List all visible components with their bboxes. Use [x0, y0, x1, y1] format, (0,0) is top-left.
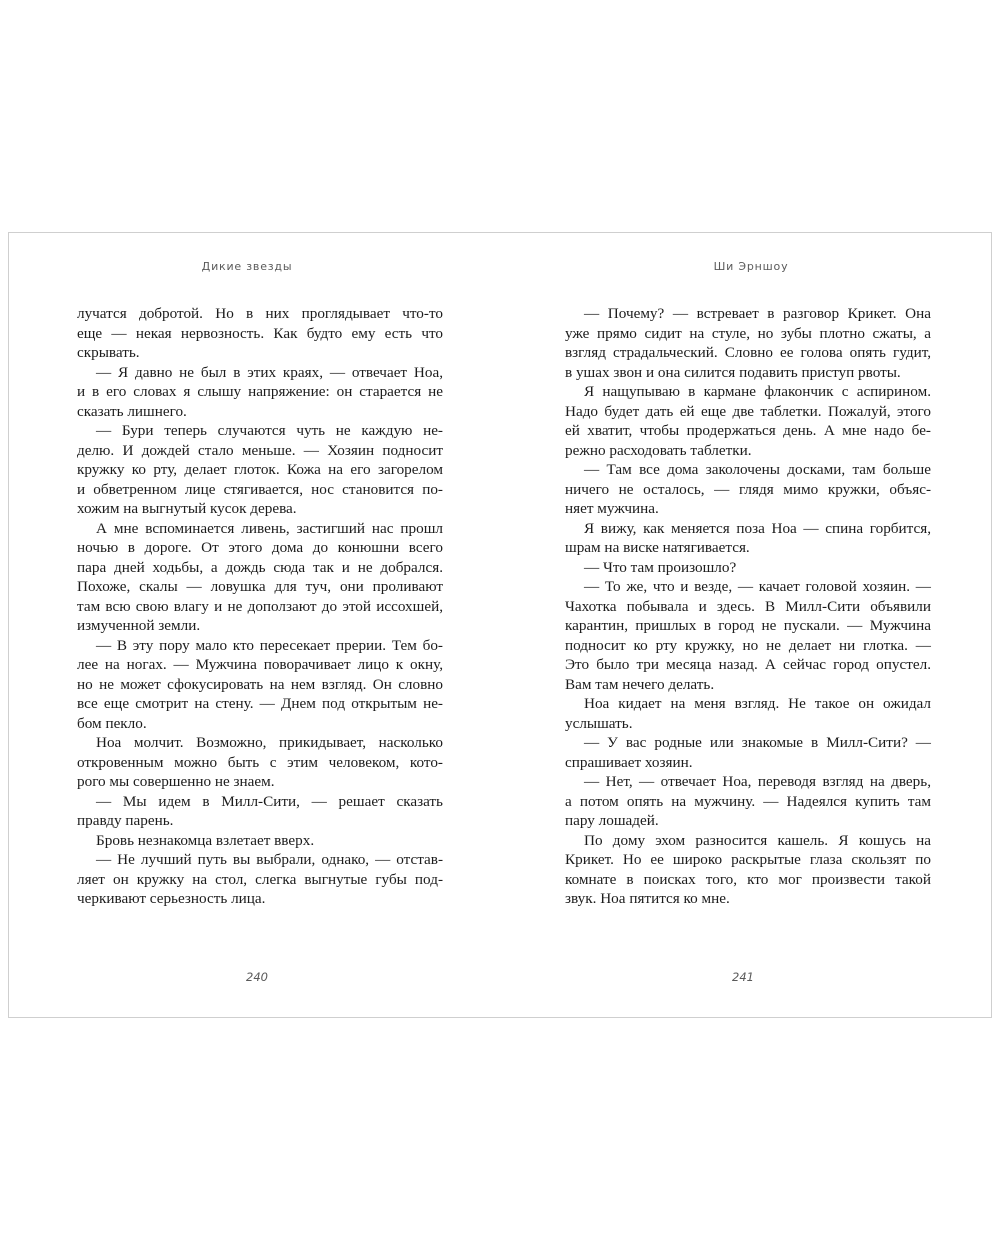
text-line: и обветренном лице стягивается, нос становится по-: [77, 480, 443, 498]
text-line: Крикет. Но ее широко раскрытые глаза скользят по: [565, 851, 931, 868]
text-line: Я нащупываю в кармане флакончик с аспирином.: [584, 383, 931, 400]
book-spread: [8, 232, 992, 1018]
text-line: взгляд страдальческий. Словно ее голова опять гудит,: [565, 344, 931, 361]
text-line: скрывать.: [77, 344, 140, 361]
text-line: рого мы совершенно не знаем.: [77, 773, 275, 790]
right-page-text: [565, 304, 931, 909]
text-line: — Нет, — отвечает Ноа, переводя взгляд на дверь,: [584, 773, 931, 790]
text-line: делю. И дождей стало меньше. — Хозяин подносит: [77, 441, 443, 459]
text-line: — Бури теперь случаются чуть не каждую не-: [96, 422, 443, 439]
text-line: кружку ко рту, делает глоток. Кожа на его загорелом: [77, 461, 443, 478]
text-line: все еще смотрит на стену. — Днем под открытым не-: [77, 695, 443, 712]
text-line: — Не лучший путь вы выбрали, однако, — отстав-: [96, 851, 443, 868]
text-line: режно расходовать таблетки.: [565, 441, 752, 459]
text-line: сказать лишнего.: [77, 402, 187, 420]
text-line: услышать.: [565, 714, 633, 732]
running-head-book-title: Дикие звезды: [201, 260, 293, 273]
text-line: Надо будет дать ей еще две таблетки. Пожалуй, этого: [565, 402, 931, 420]
text-line: бом пекло.: [77, 714, 147, 732]
text-line: хожим на выгнутый кусок дерева.: [77, 500, 297, 517]
text-line: ничего не осталось, — глядя мимо кружки, объяс-: [565, 480, 931, 498]
text-line: измученной земли.: [77, 617, 201, 634]
text-line: — Мы идем в Милл-Сити, — решает сказать: [96, 792, 443, 810]
running-head-author: Ши Эрншоу: [713, 260, 789, 273]
text-line: пара дней ходьбы, а дождь сюда так и не добрался.: [77, 558, 443, 576]
page-number: 241: [732, 970, 754, 984]
text-line: в ушах звон и она силится подавить приступ рвоты.: [565, 363, 901, 381]
text-line: черкивают серьезность лица.: [77, 890, 266, 907]
text-line: а потом опять на мужчину. — Надеялся купить там: [565, 792, 931, 810]
text-line: Похоже, скалы — ловушка для туч, они проливают: [77, 578, 443, 595]
text-line: и в его словах я слышу напряжение: он старается не: [77, 383, 443, 400]
text-line: — То же, что и везде, — качает головой хозяин. —: [584, 578, 931, 595]
text-line: уже прямо сидит на стуле, но зубы плотно сжаты, а: [565, 324, 931, 342]
text-line: Вам там нечего делать.: [565, 675, 715, 693]
text-line: еще — некая нервозность. Как будто ему есть что: [77, 324, 443, 342]
text-line: лее на ногах. — Мужчина поворачивает лицо к окну,: [77, 656, 443, 673]
text-line: карантин, пришлых в город не пускали. — Мужчина: [565, 617, 931, 634]
right-page: [501, 233, 993, 1017]
text-line: — В эту пору мало кто пересекает прерии. Тем бо-: [96, 636, 443, 654]
text-line: А мне вспоминается ливень, застигший нас прошл: [96, 519, 443, 537]
left-page-text: [77, 304, 443, 909]
text-line: шрам на виске натягивается.: [565, 539, 750, 556]
text-line: Ноа молчит. Возможно, прикидывает, насколько: [96, 734, 443, 751]
text-line: комнате в поисках того, кто мог произвести такой: [565, 870, 931, 888]
text-line: откровенным можно быть с этим человеком, кото-: [77, 753, 443, 771]
text-line: — Почему? — встревает в разговор Крикет. Она: [584, 305, 931, 322]
text-line: Я вижу, как меняется поза Ноа — спина горбится,: [584, 519, 931, 537]
text-line: — Что там произошло?: [584, 558, 737, 576]
text-line: Чахотка побывала и здесь. В Милл-Сити объявили: [565, 597, 931, 615]
text-line: но не может сфокусировать на нем взгляд. Он словно: [77, 675, 443, 693]
text-line: лучатся добротой. Но в них проглядывает что-то: [77, 305, 443, 322]
left-page: [9, 233, 501, 1017]
text-line: звук. Ноа пятится ко мне.: [565, 890, 730, 907]
text-line: пару лошадей.: [565, 812, 659, 829]
text-line: ей хватит, чтобы продержаться день. А мне надо бе-: [565, 422, 931, 439]
text-line: подносит ко рту кружку, но не делает ни глотка. —: [565, 636, 931, 654]
text-line: — У вас родные или знакомые в Милл-Сити? —: [584, 734, 931, 751]
text-line: Это было три месяца назад. А сейчас город опустел.: [565, 656, 931, 673]
text-line: — Там все дома заколочены досками, там больше: [584, 461, 931, 478]
text-line: ночью в дороге. От этого дома до конюшни всего: [77, 539, 443, 556]
text-line: правду парень.: [77, 812, 174, 829]
text-line: там всю свою влагу и не доползают до этой иссохшей,: [77, 597, 443, 615]
text-line: По дому эхом разносится кашель. Я кошусь на: [584, 831, 931, 849]
text-line: няет мужчина.: [565, 500, 659, 517]
text-line: Бровь незнакомца взлетает вверх.: [96, 831, 315, 849]
text-line: Ноа кидает на меня взгляд. Не такое он ожидал: [584, 695, 931, 712]
text-line: ляет он кружку на стол, слегка выгнутые губы под-: [77, 870, 443, 888]
page-number: 240: [246, 970, 268, 984]
text-line: — Я давно не был в этих краях, — отвечает Ноа,: [96, 363, 443, 381]
text-line: спрашивает хозяин.: [565, 753, 693, 771]
